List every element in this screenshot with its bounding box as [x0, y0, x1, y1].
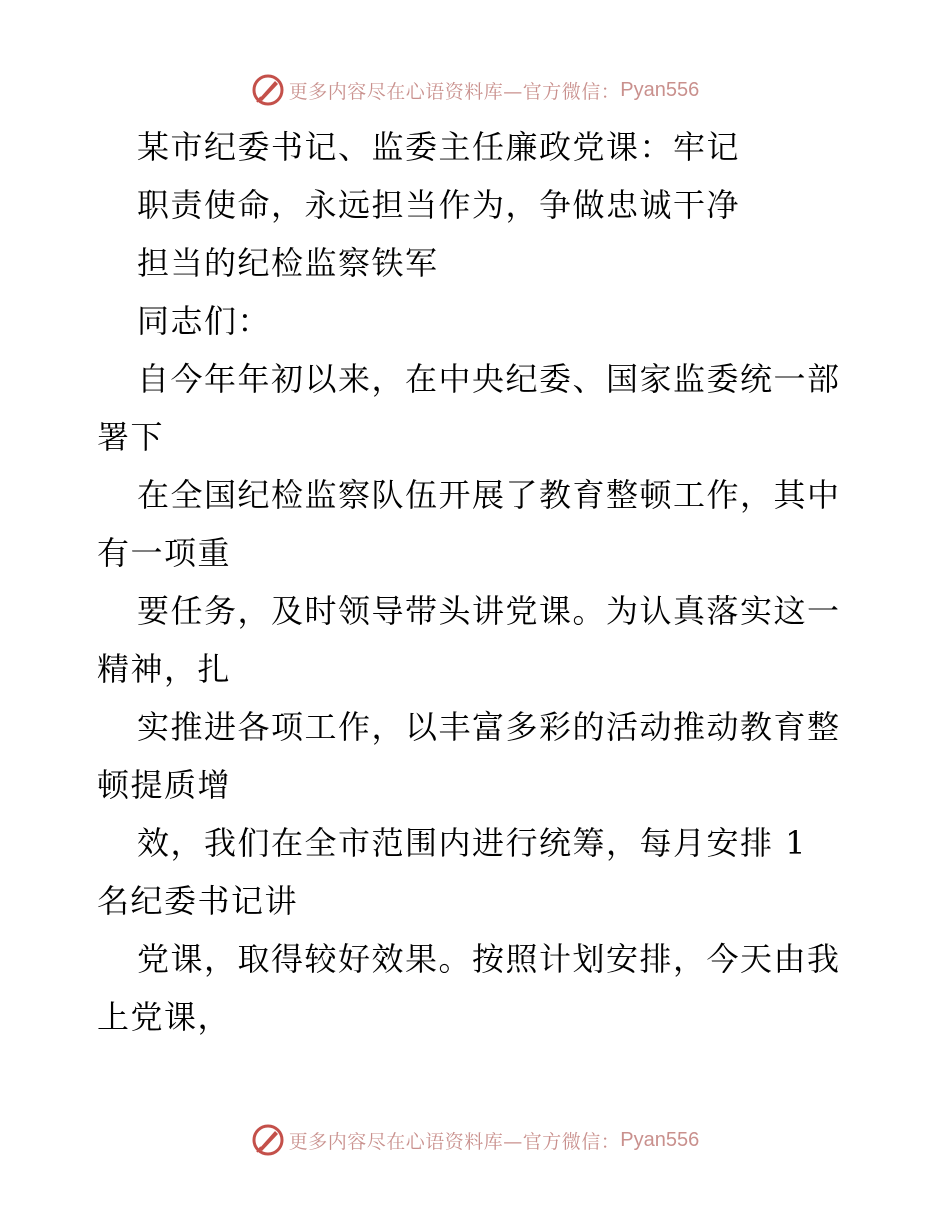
body-line: 效，我们在全市范围内进行统筹，每月安排 1 — [137, 824, 808, 862]
body-line: 精神，扎 — [97, 650, 232, 688]
body-line: 署下 — [97, 418, 165, 456]
quill-pen-logo-icon — [251, 73, 285, 107]
body-line: 要任务，及时领导带头讲党课。为认真落实这一 — [137, 592, 841, 630]
watermark-header — [0, 70, 950, 110]
body-line: 名纪委书记讲 — [97, 882, 299, 920]
watermark-wechat-id: Pyan556 — [620, 78, 700, 101]
title-line: 担当的纪检监察铁军 — [137, 244, 439, 282]
body-line: 自今年年初以来，在中央纪委、国家监委统一部 — [137, 360, 841, 398]
body-paragraph — [97, 350, 857, 1046]
watermark-text: 更多内容尽在心语资料库—官方微信： — [288, 80, 621, 103]
watermark-wechat-id: Pyan556 — [620, 1128, 700, 1151]
title-line: 职责使命，永远担当作为，争做忠诚干净 — [137, 186, 741, 224]
body-line: 有一项重 — [97, 534, 232, 572]
body-line: 实推进各项工作，以丰富多彩的活动推动教育整 — [137, 708, 841, 746]
title-line: 某市纪委书记、监委主任廉政党课：牢记 — [137, 128, 741, 166]
document-content — [97, 118, 857, 1046]
watermark-text: 更多内容尽在心语资料库—官方微信： — [288, 1130, 621, 1153]
body-line: 上党课， — [97, 998, 232, 1036]
watermark-footer — [0, 1120, 950, 1160]
quill-pen-logo-icon — [251, 1123, 285, 1157]
body-line: 在全国纪检监察队伍开展了教育整顿工作，其中 — [137, 476, 841, 514]
body-line: 党课，取得较好效果。按照计划安排，今天由我 — [137, 940, 841, 978]
body-line: 顿提质增 — [97, 766, 232, 804]
salutation: 同志们： — [137, 302, 272, 340]
